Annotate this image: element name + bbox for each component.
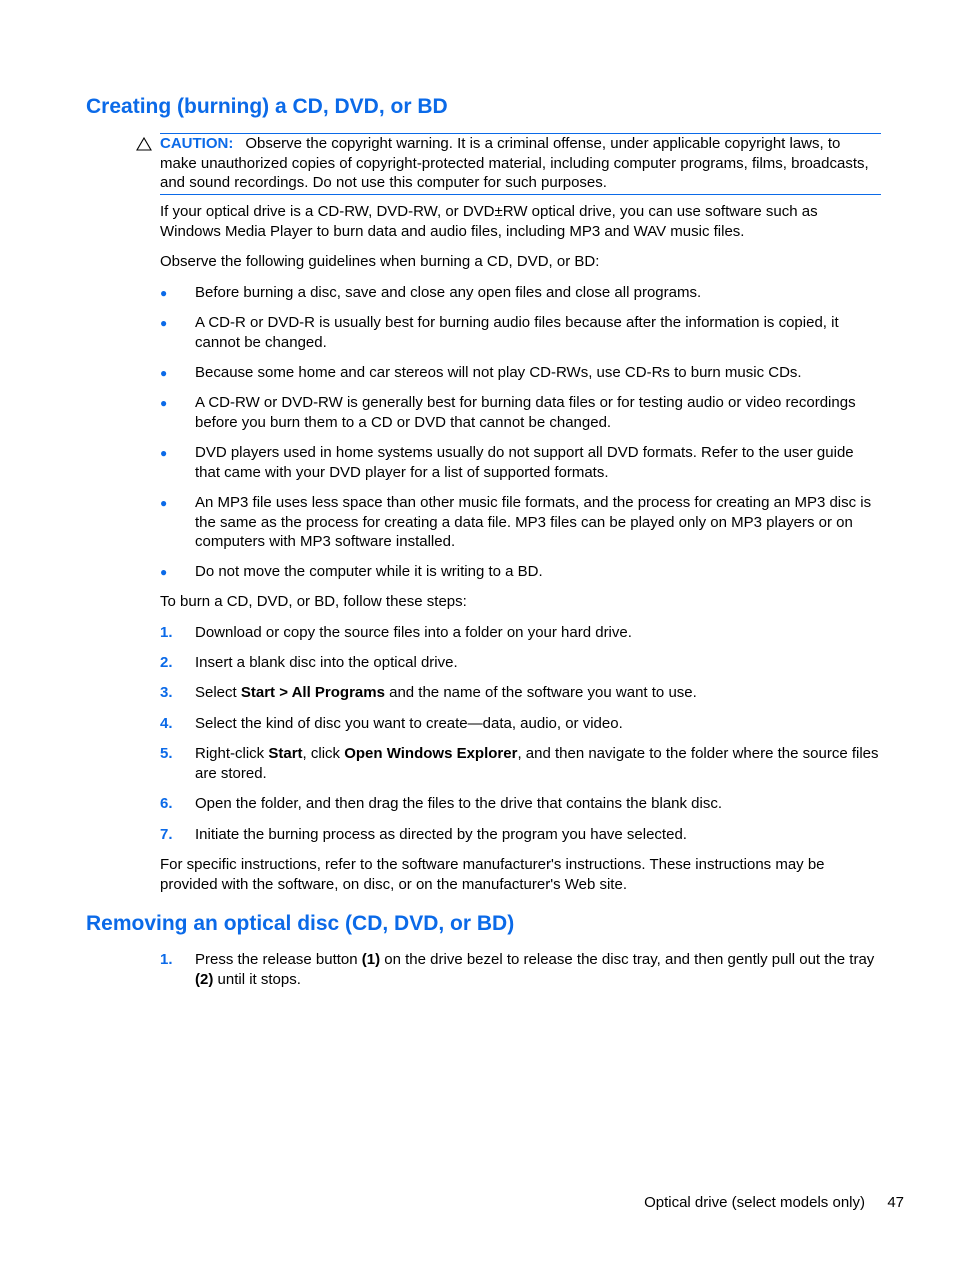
caution-text: Observe the copyright warning. It is a criminal offense, under applicable copyright laws, to make unauthorized copies of copyright-protected material, including computer programs, films, broadcasts, and sound recordings. Do not use this computer for such purposes.: [160, 135, 869, 191]
list-item-text: DVD players used in home systems usually do not support all DVD formats. Refer to the user guide that came with your DVD player for a list of supported formats.: [195, 444, 854, 481]
step-number: 2.: [160, 654, 173, 671]
bullet-icon: ●: [160, 446, 168, 460]
list-item-text: Before burning a disc, save and close any open files and close all programs.: [195, 284, 702, 301]
bullet-icon: ●: [160, 396, 168, 410]
list-item-text: A CD-RW or DVD-RW is generally best for burning data files or for testing audio or video recordings before you burn them to a CD or DVD that cannot be changed.: [195, 394, 856, 431]
step-number: 3.: [160, 684, 173, 701]
section-heading-burning: Creating (burning) a CD, DVD, or BD: [86, 95, 448, 118]
caution-label: CAUTION:: [160, 135, 234, 152]
bullet-icon: ●: [160, 565, 168, 579]
step-number: 1.: [160, 951, 173, 968]
list-item-text: Because some home and car stereos will not play CD-RWs, use CD-Rs to burn music CDs.: [195, 364, 802, 381]
list-item-text: Press the release button (1) on the drive bezel to release the disc tray, and then gently pull out the tray (2) until it stops.: [195, 951, 875, 988]
steps-lead: To burn a CD, DVD, or BD, follow these steps:: [160, 593, 467, 610]
list-item-text: A CD-R or DVD-R is usually best for burning audio files because after the information is copied, it cannot be changed.: [195, 314, 839, 351]
list-item-text: Download or copy the source files into a folder on your hard drive.: [195, 624, 632, 641]
list-item-text: Right-click Start, click Open Windows Explorer, and then navigate to the folder where the source files are stored.: [195, 745, 879, 782]
warning-triangle-icon: [136, 137, 152, 157]
page-number: 47: [887, 1194, 904, 1211]
closing-paragraph: For specific instructions, refer to the software manufacturer's instructions. These instructions may be provided with the software, on disc, or on the manufacturer's Web site.: [160, 856, 825, 893]
bullet-icon: ●: [160, 316, 168, 330]
step-number: 6.: [160, 795, 173, 812]
step-number: 4.: [160, 715, 173, 732]
section-heading-removing: Removing an optical disc (CD, DVD, or BD): [86, 912, 515, 935]
step-number: 5.: [160, 745, 173, 762]
bullet-icon: ●: [160, 496, 168, 510]
list-item-text: Open the folder, and then drag the files to the drive that contains the blank disc.: [195, 795, 723, 812]
guidelines-lead: Observe the following guidelines when burning a CD, DVD, or BD:: [160, 253, 600, 270]
list-item-text: Do not move the computer while it is writing to a BD.: [195, 563, 543, 580]
bullet-icon: ●: [160, 366, 168, 380]
caution-box: [160, 133, 881, 195]
list-item-text: Select the kind of disc you want to create—data, audio, or video.: [195, 715, 623, 732]
step-number: 1.: [160, 624, 173, 641]
list-item-text: Initiate the burning process as directed by the program you have selected.: [195, 826, 687, 843]
step-number: 7.: [160, 826, 173, 843]
footer-section-title: Optical drive (select models only): [644, 1194, 865, 1211]
bullet-icon: ●: [160, 286, 168, 300]
intro-paragraph: If your optical drive is a CD-RW, DVD-RW, or DVD±RW optical drive, you can use software such as Windows Media Player to burn data and audio files, including MP3 and WAV music files.: [160, 203, 818, 240]
list-item-text: Select Start > All Programs and the name of the software you want to use.: [195, 684, 697, 701]
list-item-text: Insert a blank disc into the optical drive.: [195, 654, 458, 671]
list-item-text: An MP3 file uses less space than other music file formats, and the process for creating an MP3 disc is the same as the process for creating a data file. MP3 files can be played only on MP3 players or on computers with MP3 software installed.: [195, 494, 872, 550]
